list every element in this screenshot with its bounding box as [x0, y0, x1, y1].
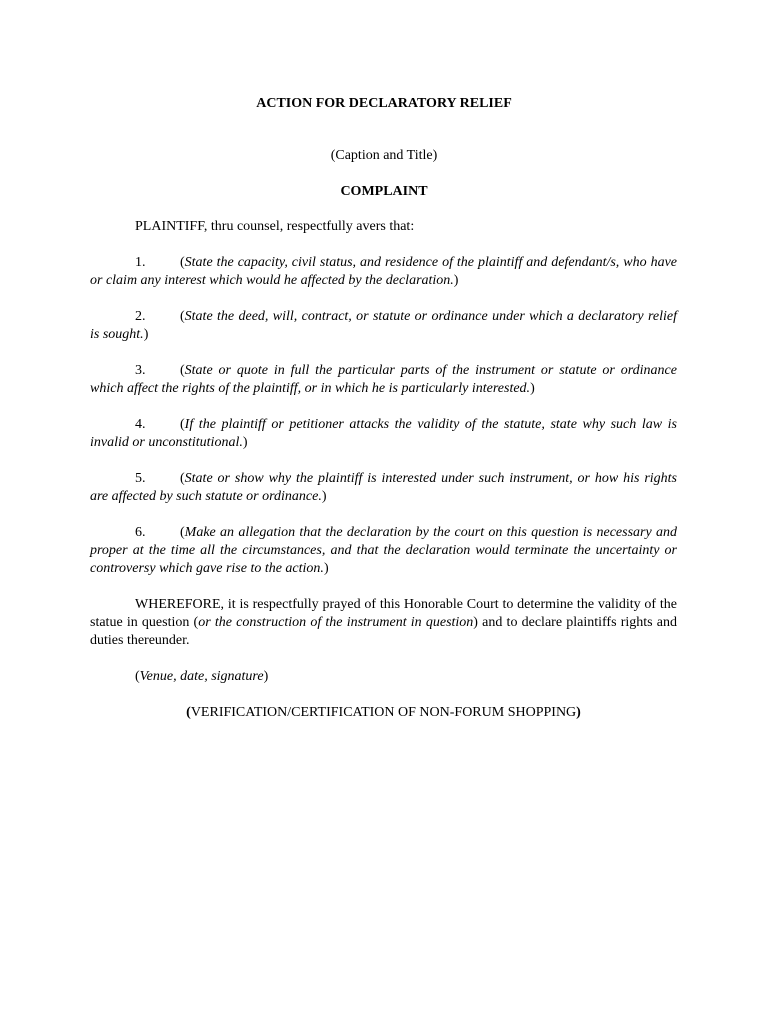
allegation-paragraph: 3. (State or quote in full the particular parts of the instrument or statute or ordinance which affect the rights of the plaintiff, or in which he is particularly interested.): [90, 363, 677, 396]
allegation-paragraph: 4. (If the plaintiff or petitioner attacks the validity of the statute, state why such law is invalid or unconstitutional.): [90, 417, 677, 450]
allegation-paragraph: 1. (State the capacity, civil status, and residence of the plaintiff and defendant/s, who have or claim any interest which would he affected by the declaration.): [90, 255, 677, 288]
caption-placeholder: (Caption and Title): [330, 148, 438, 163]
allegation-paragraph: 2. (State the deed, will, contract, or statute or ordinance under which a declaratory relief is sought.): [90, 309, 677, 342]
allegation-paragraph: 6. (Make an allegation that the declaration by the court on this question is necessary and proper at the time all the circumstances, and that the declaration would terminate the uncertainty or controversy which gave rise to the action.): [90, 525, 677, 576]
complaint-heading: COMPLAINT: [340, 184, 428, 199]
venue-date-signature: (Venue, date, signature): [135, 669, 269, 684]
intro-paragraph: PLAINTIFF, thru counsel, respectfully avers that:: [135, 219, 415, 234]
allegation-number: 4.: [135, 417, 146, 432]
document-title: ACTION FOR DECLARATORY RELIEF: [256, 96, 512, 111]
allegation-text: State or quote in full the particular parts of the instrument or statute or ordinance which affect the rights of the plaintiff, or in which he is particularly interested.: [90, 363, 677, 396]
allegation-text: If the plaintiff or petitioner attacks the validity of the statute, state why such law is invalid or unconstitutional.: [90, 417, 677, 450]
prayer-paragraph: WHEREFORE, it is respectfully prayed of this Honorable Court to determine the validity of the statue in question (or the construction of the instrument in question) and to declare plaintiffs rights and duties thereunder.: [90, 597, 677, 648]
allegation-text: Make an allegation that the declaration by the court on this question is necessary and proper at the time all the circumstances, and that the declaration would terminate the uncertainty or controversy which gave rise to the action.: [90, 525, 677, 576]
allegation-number: 3.: [135, 363, 146, 378]
allegation-number: 1.: [135, 255, 146, 270]
allegation-number: 5.: [135, 471, 146, 486]
allegation-text: State the capacity, civil status, and residence of the plaintiff and defendant/s, who have or claim any interest which would he affected by the declaration.: [90, 255, 677, 288]
allegation-number: 2.: [135, 309, 146, 324]
allegation-text: State the deed, will, contract, or statute or ordinance under which a declaratory relief is sought.: [90, 309, 677, 342]
allegation-number: 6.: [135, 525, 146, 540]
allegation-text: State or show why the plaintiff is interested under such instrument, or how his rights are affected by such statute or ordinance.: [90, 471, 677, 504]
complaint-body: [90, 218, 677, 740]
verification-heading: (VERIFICATION/CERTIFICATION OF NON-FORUM SHOPPING): [186, 705, 581, 720]
allegation-paragraph: 5. (State or show why the plaintiff is interested under such instrument, or how his rights are affected by such statute or ordinance.): [90, 471, 677, 504]
